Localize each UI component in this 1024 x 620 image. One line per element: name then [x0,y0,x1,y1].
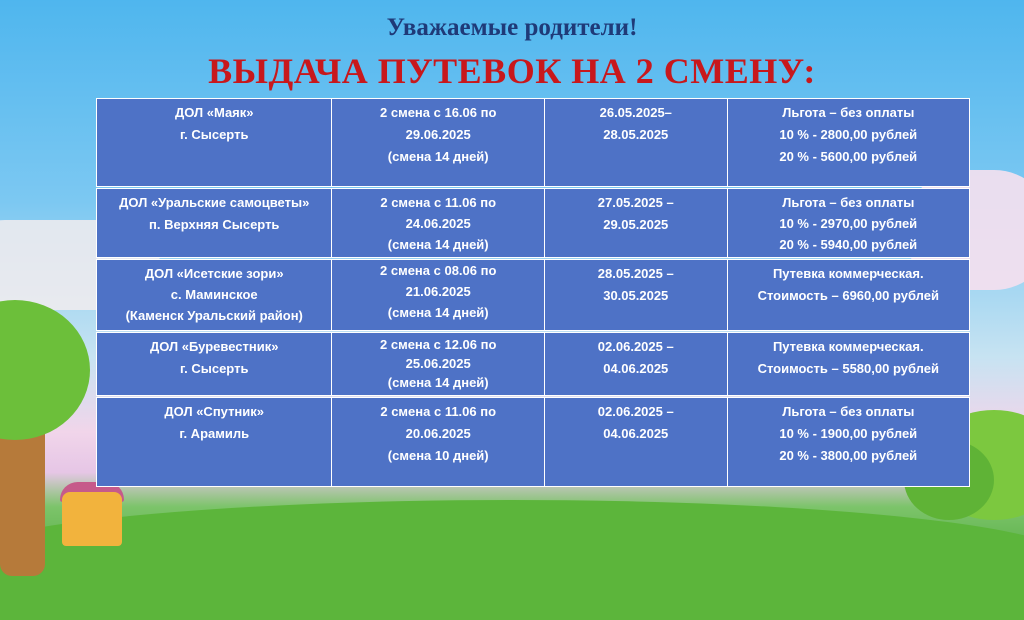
shift-cell [332,189,545,257]
table-row [96,98,970,187]
table-row [96,397,970,487]
price-cell [728,333,969,395]
shift-cell [332,99,545,186]
issue-dates-cell [545,333,728,395]
price-line: 20 % - 5940,00 рублей [779,237,918,252]
shift-line: 2 смена с 12.06 по [380,337,497,352]
issue-date-line: 02.06.2025 – [597,339,674,354]
page-title: ВЫДАЧА ПУТЕВОК НА 2 СМЕНУ: [208,51,816,91]
shift-line: 2 смена с 16.06 по [380,105,497,120]
issue-date-line: 27.05.2025 – [597,195,674,210]
camp-name-cell [97,398,332,486]
price-line: Путевка коммерческая. [772,339,924,354]
price-line: 10 % - 1900,00 рублей [779,426,918,441]
price-line: Стоимость – 5580,00 рублей [757,361,939,376]
issue-date-line: 30.05.2025 [603,288,669,303]
price-line: 10 % - 2800,00 рублей [779,127,918,142]
price-cell [728,398,969,486]
camp-name: ДОЛ «Исетские зори» [144,266,284,281]
issue-dates-cell [545,260,728,330]
price-line: Стоимость – 6960,00 рублей [757,288,939,303]
shift-line: (смена 14 дней) [387,149,489,164]
camp-location: г. Арамиль [179,426,250,441]
house-decoration [62,492,122,546]
shift-line: 29.06.2025 [405,127,471,142]
camp-name-cell [97,189,332,257]
issue-dates-cell [545,189,728,257]
price-cell [728,260,969,330]
issue-date-line: 29.05.2025 [603,217,669,232]
shift-line: (смена 14 дней) [387,237,489,252]
price-line: 20 % - 5600,00 рублей [779,149,918,164]
issue-date-line: 04.06.2025 [603,426,669,441]
shift-line: 2 смена с 11.06 по [380,404,497,419]
camp-location: (Каменск Уральский район) [125,308,303,323]
issue-date-line: 28.05.2025 – [597,266,674,281]
shift-cell [332,398,545,486]
shift-line: (смена 10 дней) [387,448,489,463]
camp-name: ДОЛ «Спутник» [164,404,265,419]
shift-cell [332,333,545,395]
issue-dates-cell [545,99,728,186]
greeting-heading: Уважаемые родители! [386,14,638,41]
issue-date-line: 26.05.2025– [599,105,672,120]
camp-location: п. Верхняя Сысерть [149,217,280,232]
price-line: 20 % - 3800,00 рублей [779,448,918,463]
camp-name-cell [97,333,332,395]
price-line: Льгота – без оплаты [782,195,915,210]
price-cell [728,189,969,257]
camp-name: ДОЛ «Уральские самоцветы» [119,195,310,210]
table-row [96,332,970,396]
issue-date-line: 02.06.2025 – [597,404,674,419]
issue-date-line: 28.05.2025 [603,127,669,142]
camp-location: с. Маминское [170,287,258,302]
shift-line: 2 смена с 11.06 по [380,195,497,210]
price-line: 10 % - 2970,00 рублей [779,216,918,231]
shift-line: 20.06.2025 [405,426,471,441]
price-cell [728,99,969,186]
issue-dates-cell [545,398,728,486]
price-line: Льгота – без оплаты [782,404,915,419]
shift-line: 2 смена с 08.06 по [380,263,497,278]
issue-date-line: 04.06.2025 [603,361,669,376]
camp-name: ДОЛ «Буревестник» [149,339,279,354]
camp-name: ДОЛ «Маяк» [174,105,254,120]
price-line: Путевка коммерческая. [772,266,924,281]
table-row [96,259,970,331]
shift-cell [332,260,545,330]
shift-line: 21.06.2025 [405,284,471,299]
table-row [96,188,970,258]
camp-name-cell [97,99,332,186]
shift-line: (смена 14 дней) [387,305,489,320]
shift-line: 24.06.2025 [405,216,471,231]
price-line: Льгота – без оплаты [782,105,915,120]
shift-line: 25.06.2025 [405,356,471,371]
grass-hill [0,500,1024,620]
camp-location: г. Сысерть [180,127,249,142]
camp-name-cell [97,260,332,330]
camp-location: г. Сысерть [180,361,249,376]
shift-line: (смена 14 дней) [387,375,489,390]
